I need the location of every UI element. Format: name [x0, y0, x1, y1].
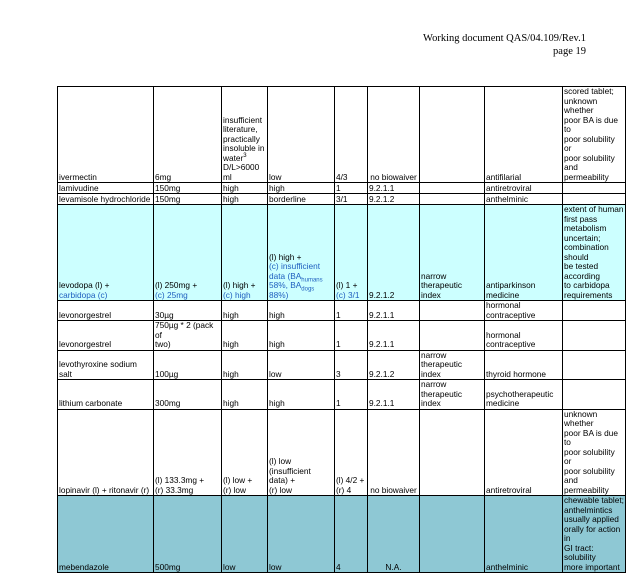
- page-number: page 19: [553, 46, 586, 57]
- dose-strength: 300mg: [154, 380, 222, 410]
- solubility: high: [222, 321, 268, 351]
- table-row: [58, 205, 626, 301]
- medicine-name: mebendazole: [58, 496, 154, 573]
- table-row: [58, 350, 626, 380]
- medicine-name: levonorgestrel: [58, 301, 154, 321]
- remarks: [563, 321, 626, 351]
- remarks: scored tablet; unknown whether poor BA is due to poor solubility or poor solubility and permeability: [563, 87, 626, 183]
- permeability: borderline: [268, 194, 335, 205]
- solubility: (l) low + (r) low: [222, 409, 268, 496]
- risk: narrow therapeutic index: [420, 380, 485, 410]
- permeability: (l) high + (c) insufficient data ($BA_{humans}$ 58%, $BA_{dogs}$ 88%): [268, 205, 335, 301]
- indication: thyroid hormone: [485, 350, 563, 380]
- bcs-class: 4: [335, 496, 368, 573]
- dose-strength: (l) 250mg + (c) 25mg: [154, 205, 222, 301]
- biowaiver-basis: no biowaiver: [368, 87, 420, 183]
- permeability: low: [268, 350, 335, 380]
- dose-strength: 100µg: [154, 350, 222, 380]
- indication: antiparkinson medicine: [485, 205, 563, 301]
- remarks: extent of human first pass metabolism uncertain; combination should be tested according to carbidopa requirements: [564, 204, 624, 300]
- table-row: [58, 87, 626, 183]
- risk: [420, 87, 485, 183]
- permeability: high: [268, 321, 335, 351]
- solubility: high: [222, 350, 268, 380]
- medicine-name: lopinavir (l) + ritonavir (r): [58, 409, 154, 496]
- table-row: [58, 496, 626, 573]
- indication: anthelminic: [485, 194, 563, 205]
- remarks: [563, 183, 626, 194]
- permeability: low: [268, 496, 335, 573]
- bcs-class: 4/3: [335, 87, 368, 183]
- remarks: [563, 194, 626, 205]
- risk: narrow therapeutic index: [420, 350, 485, 380]
- table-row: [58, 183, 626, 194]
- permeability: (l) low (insufficient data) + (r) low: [268, 409, 335, 496]
- solubility: high: [222, 380, 268, 410]
- biowaiver-basis: 9.2.1.1: [368, 301, 420, 321]
- bcs-class: 1: [335, 321, 368, 351]
- medicine-name: lamivudine: [58, 183, 154, 194]
- indication: psychotherapeutic medicine: [485, 380, 563, 410]
- risk: [420, 301, 485, 321]
- bcs-class: 3: [335, 350, 368, 380]
- bcs-class: 1: [335, 301, 368, 321]
- dose-strength: 750µg * 2 (pack of two): [154, 321, 222, 351]
- medicine-name: levodopa (l) + carbidopa (c): [58, 205, 154, 301]
- solubility: insufficient literature, practically insoluble in water$^3$ D/L>6000ml: [222, 87, 268, 183]
- bcs-class: 3/1: [335, 194, 368, 205]
- medicine-name: levamisole hydrochloride: [58, 194, 154, 205]
- biowaiver-basis: no biowaiver: [368, 409, 420, 496]
- indication: anthelminic: [485, 496, 563, 573]
- indication: antiretroviral: [485, 409, 563, 496]
- risk: [420, 183, 485, 194]
- table-row: [58, 409, 626, 496]
- dose-strength: 500mg: [154, 496, 222, 573]
- medicine-name: lithium carbonate: [58, 380, 154, 410]
- dose-strength: (l) 133.3mg + (r) 33.3mg: [154, 409, 222, 496]
- dose-strength: 150mg: [154, 183, 222, 194]
- risk: [420, 496, 485, 573]
- biowaiver-basis: 9.2.1.2: [368, 205, 420, 301]
- risk: [420, 321, 485, 351]
- permeability: low: [268, 87, 335, 183]
- table-row: [58, 194, 626, 205]
- indication: hormonal contraceptive: [485, 321, 563, 351]
- biowaiver-basis: N.A.: [368, 496, 420, 573]
- solubility: high: [222, 194, 268, 205]
- dose-strength: 6mg: [154, 87, 222, 183]
- remarks: [563, 350, 626, 380]
- indication: antiretroviral: [485, 183, 563, 194]
- biowaiver-basis: 9.2.1.2: [368, 194, 420, 205]
- permeability: high: [268, 380, 335, 410]
- indication: hormonal contraceptive: [485, 301, 563, 321]
- permeability: high: [268, 301, 335, 321]
- table-row: [58, 321, 626, 351]
- bcs-class: 1: [335, 183, 368, 194]
- biowaiver-table: [57, 86, 626, 573]
- page-header: [423, 32, 586, 58]
- remarks: [563, 380, 626, 410]
- risk: [420, 409, 485, 496]
- bcs-class: 1: [335, 380, 368, 410]
- medicine-name: ivermectin: [58, 87, 154, 183]
- bcs-class: (l) 4/2 + (r) 4: [335, 409, 368, 496]
- remarks: [563, 301, 626, 321]
- risk: [420, 194, 485, 205]
- solubility: high: [222, 301, 268, 321]
- medicine-name: levonorgestrel: [58, 321, 154, 351]
- remarks: unknown whether poor BA is due to poor solubility or poor solubility and permeability: [563, 409, 626, 496]
- solubility: low: [222, 496, 268, 573]
- solubility: (l) high + (c) high: [222, 205, 268, 301]
- medicine-name: levothyroxine sodium salt: [58, 350, 154, 380]
- biowaiver-basis: 9.2.1.1: [368, 183, 420, 194]
- document-reference: Working document QAS/04.109/Rev.1: [423, 33, 586, 44]
- permeability: high: [268, 183, 335, 194]
- solubility: high: [222, 183, 268, 194]
- dose-strength: 150mg: [154, 194, 222, 205]
- biowaiver-basis: 9.2.1.2: [368, 350, 420, 380]
- biowaiver-basis: 9.2.1.1: [368, 380, 420, 410]
- indication: antifilarial: [485, 87, 563, 183]
- biowaiver-basis: 9.2.1.1: [368, 321, 420, 351]
- dose-strength: 30µg: [154, 301, 222, 321]
- table-row: [58, 380, 626, 410]
- table-row: [58, 301, 626, 321]
- risk: narrow therapeutic index: [420, 205, 485, 301]
- bcs-class: (l) 1 + (c) 3/1: [335, 205, 368, 301]
- remarks: chewable tablet; anthelmintics usually applied orally for action in GI tract: solubility more important: [564, 495, 624, 572]
